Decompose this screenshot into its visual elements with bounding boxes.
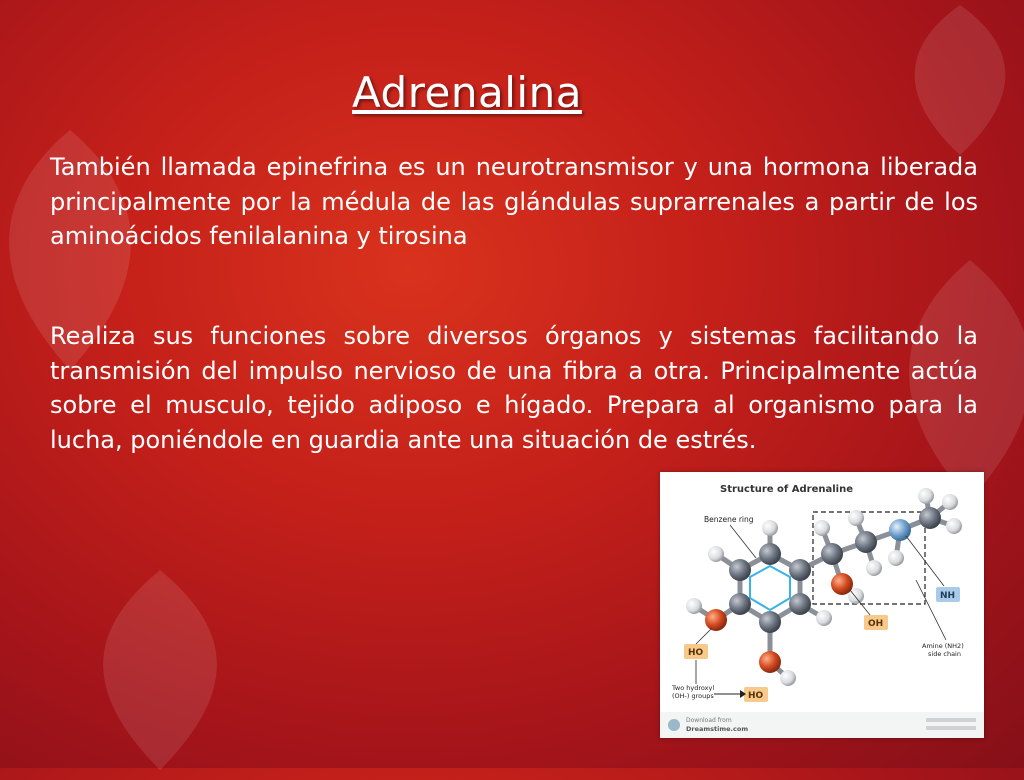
slide-title: Adrenalina [352,68,582,117]
ho-bottom-label: HO [748,691,764,701]
download-line2: Dreamstime.com [686,725,749,733]
dreamstime-logo-icon [668,719,680,731]
adrenaline-structure-figure [660,472,984,738]
intro-paragraph: También llamada epinefrina es un neurotransmisor y una hormona liberada principalmente por la médula de las glándulas suprarrenales a partir de los aminoácidos fenilalanina y tirosina [50,153,978,250]
background-leaf-decoration [60,560,260,780]
benzene-pointer [730,525,756,558]
ho-top-label: HO [688,648,704,658]
oxygen-atom [759,651,781,673]
ho-top-pointer [696,628,712,644]
benzene-ring-label: Benzene ring [704,515,754,524]
amine-label-line2: side chain [928,650,961,658]
oxygen-atom [705,609,727,631]
footer-meta-bar [926,726,976,730]
amine-label-line1: Amine (NH2) [922,642,964,650]
adrenaline-molecule-diagram [660,472,984,738]
download-line1: Download from [686,717,732,724]
aromatic-ring-indicator [750,566,790,610]
hydroxyl-label-line1: Two hydroxyl [672,684,715,692]
hydroxyl-label-line2: (OH-) groups [672,692,714,700]
nh-label: NH [940,591,956,601]
oxygen-atom [831,573,853,595]
figure-title: Structure of Adrenaline [720,484,853,495]
footer-meta-bar [926,718,976,722]
oh-label: OH [868,619,884,629]
function-paragraph: Realiza sus funciones sobre diversos órganos y sistemas facilitando la transmisión del impulso nervioso de una fibra a otra. Principalmente actúa sobre el musculo, tejido adiposo e hígado. Prepara al organismo para la lucha, poniéndole en guardia ante una situación de estrés. [50,322,978,454]
